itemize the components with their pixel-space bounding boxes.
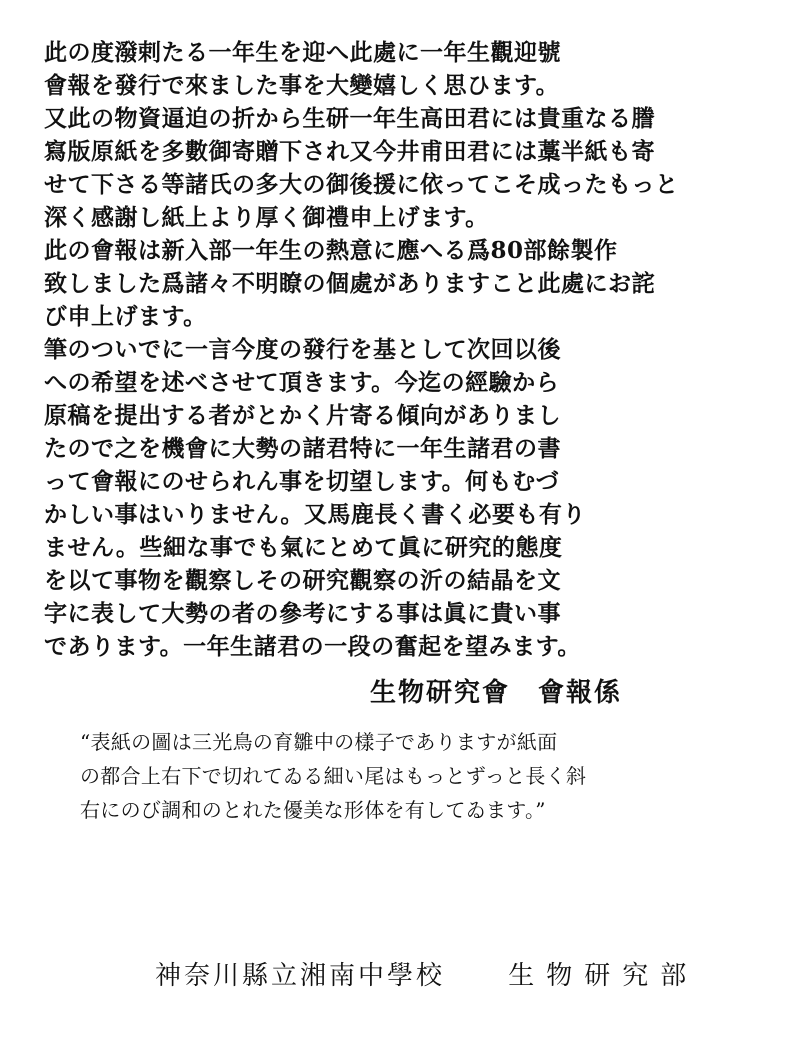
main-text-line: 此の會報は新入部一年生の熱意に應へる爲80部餘製作 xyxy=(44,237,618,264)
main-text-line: ません。些細な事でも氣にとめて眞に研究的態度 xyxy=(44,534,563,561)
cover-note-line: の都合上右下で切れてゐる細い尾はもっとずっと長く斜 xyxy=(80,764,587,788)
school-name: 神奈川縣立湘南中學校 xyxy=(155,961,446,991)
main-text-line: 寫版原紙を多數御寄贈下され又今井甫田君には藁半紙も寄 xyxy=(44,138,655,165)
main-text-line: 又此の物資逼迫の折から生研一年生高田君には貴重なる謄 xyxy=(44,105,655,132)
editor-signature: 生物研究會 會報係 xyxy=(370,678,623,708)
main-text-line: 深く感謝し紙上より厚く御禮申上げます。 xyxy=(44,204,489,231)
main-text-line: 原稿を提出する者がとかく片寄る傾向がありまし xyxy=(44,402,561,429)
main-text-line: 筆のついでに一言今度の發行を基として次回以後 xyxy=(44,336,561,363)
main-text-line: への希望を述べさせて頂きます。今迄の經驗から xyxy=(44,369,560,396)
club-name: 生物研究部 xyxy=(508,961,699,991)
footer xyxy=(155,955,698,992)
main-text-line: かしい事はいりません。又馬鹿長く書く必要も有り xyxy=(44,501,586,528)
cover-note-line: “表紙の圖は三光鳥の育雛中の樣子でありますが紙面 xyxy=(80,730,558,754)
main-text-line: って會報にのせられん事を切望します。何もむづ xyxy=(44,468,560,495)
main-text-line: 致しました爲諸々不明瞭の個處がありますこと此處にお詫 xyxy=(44,270,655,297)
main-text-block xyxy=(44,36,754,663)
main-text-line: 字に表して大勢の者の參考にする事は眞に貴い事 xyxy=(44,600,561,627)
main-text-line: せて下さる等諸氏の多大の御後援に依ってこそ成ったもっと xyxy=(44,171,679,198)
cover-note-block xyxy=(80,725,730,827)
main-text-line: たので之を機會に大勢の諸君特に一年生諸君の書 xyxy=(44,435,561,462)
main-text-line: であります。一年生諸君の一段の奮起を望みます。 xyxy=(44,633,581,660)
main-text-line: を以て事物を觀察しその研究觀察の沂の結晶を文 xyxy=(44,567,561,594)
cover-note-line: 右にのび調和のとれた優美な形体を有してゐます。” xyxy=(80,798,546,822)
main-text-line: 會報を發行で來ました事を大變嬉しく思ひます。 xyxy=(44,72,560,99)
main-text-line: び申上げます。 xyxy=(44,303,207,330)
main-text-line: 此の度潑剌たる一年生を迎へ此處に一年生觀迎號 xyxy=(44,39,561,66)
